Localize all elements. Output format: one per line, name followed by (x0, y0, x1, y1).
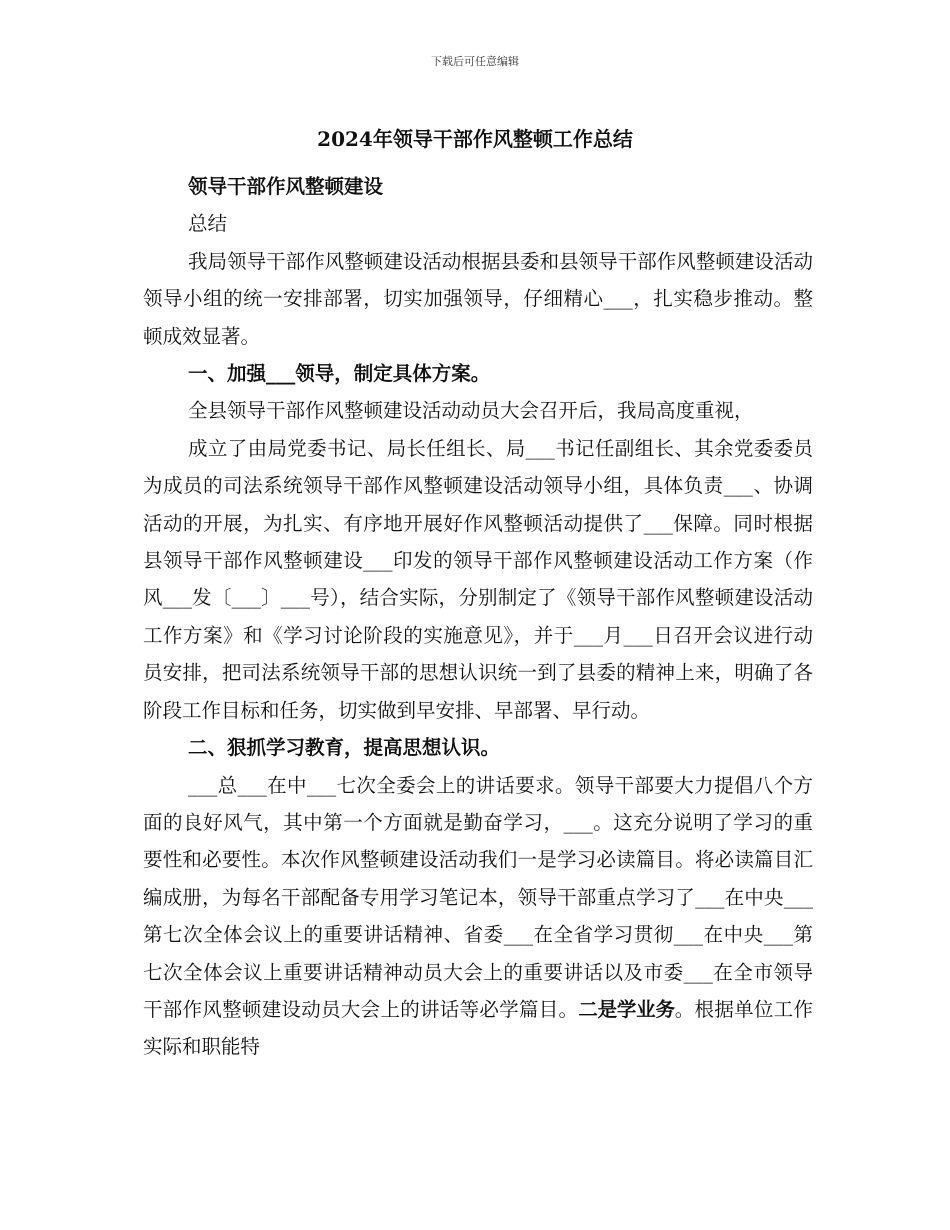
section-2-text-a: ___总___在中___七次全委会上的讲话要求。领导干部要大力提倡八个方面的良好风气，其中第一个方面就是勤奋学习，___。这充分说明了学习的重要性和必要性。本次作风整顿建设活动我们一是学习必读篇目。将必读篇目汇编成册，为每名干部配备专用学习笔记本，领导干部重点学习了___在中央___第七次全体会议上的重要讲话精神、省委___在全省学习贯彻___在中央___第七次全体会议上重要讲话精神动员大会上的重要讲话以及市委___在全市领导干部作风整顿建设动员大会上的讲话等必学篇目。 (143, 773, 813, 1021)
subtitle: 领导干部作风整顿建设 (188, 175, 384, 198)
section-2-heading: 二、狠抓学习教育，提高思想认识。 (188, 736, 501, 760)
page-header: 下载后可任意编辑 (431, 55, 519, 68)
intro-paragraph: 我局领导干部作风整顿建设活动根据县委和县领导干部作风整顿建设活动领导小组的统一安排部署，切实加强领导，仔细精心___，扎实稳步推动。整顿成效显著。 (143, 249, 813, 348)
document-body (143, 168, 813, 1066)
summary-label: 总结 (188, 212, 228, 236)
section-1-body: 成立了由局党委书记、局长任组长、局___书记任副组长、其余党委委员为成员的司法系统领导干部作风整顿建设活动领导小组，具体负责___、协调活动的开展，为扎实、有序地开展好作风整顿活动提供了___保障。同时根据县领导干部作风整顿建设___印发的领导干部作风整顿建设活动工作方案（作风___发〔___〕___号），结合实际，分别制定了《领导干部作风整顿建设活动工作方案》和《学习讨论阶段的实施意见》，并于___月___日召开会议进行动员安排，把司法系统领导干部的思想认识统一到了县委的精神上来，明确了各阶段工作目标和任务，切实做到早安排、早部署、早行动。 (143, 436, 813, 722)
document-title: 2024年领导干部作风整顿工作总结 (317, 127, 633, 151)
section-1-heading: 一、加强___领导，制定具体方案。 (188, 362, 491, 386)
section-2-text-b: 。根据单位工作实际和职能特 (143, 997, 813, 1059)
section-2-bold-phrase: 二是学业务 (578, 997, 675, 1021)
section-1-first-line: 全县领导干部作风整顿建设活动动员大会召开后，我局高度重视， (188, 399, 754, 423)
section-2-body (143, 767, 813, 1066)
